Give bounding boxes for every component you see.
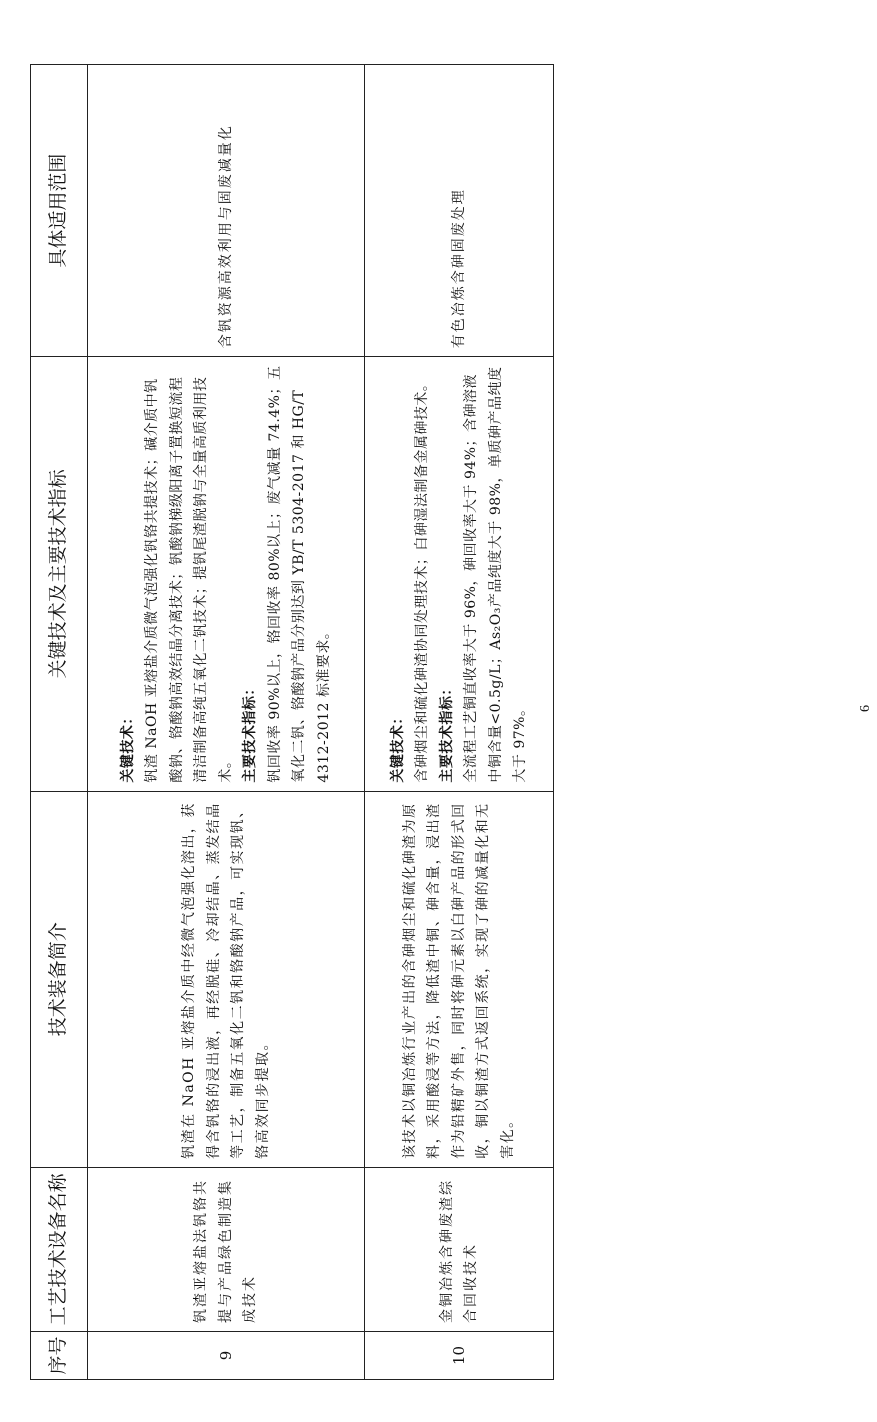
scope: 有色冶炼含砷固废处理	[365, 65, 554, 357]
main-index-label: 主要技术指标：	[242, 681, 259, 783]
header-key: 关键技术及主要技术指标	[31, 357, 88, 791]
main-index-text: 钒回收率 90%以上，铬回收率 80%以上；废气减量 74.4%；五氧化二钒、铬酸钠产品分别达到 YB/T 5304-2017 和 HG/T 4312-2012 标准要求。	[266, 365, 332, 783]
key-tech-label: 关键技术：	[119, 710, 136, 783]
row-number: 10	[365, 1331, 554, 1379]
header-no: 序号	[31, 1331, 88, 1379]
key-tech-label: 关键技术：	[389, 710, 406, 783]
row-number: 9	[88, 1331, 365, 1379]
header-name: 工艺技术设备名称	[31, 1167, 88, 1331]
header-intro: 技术装备简介	[31, 791, 88, 1167]
technology-table	[30, 64, 554, 1380]
main-index-label: 主要技术指标：	[438, 681, 455, 783]
main-index-text: 全流程工艺铜直收率大于 96%，砷回收率大于 94%；含砷溶液中铜含量<0.5g/L；As₂O₃产品纯度大于 98%，单质砷产品纯度大于 97%。	[463, 366, 529, 783]
key-tech-text: 钒渣 NaOH 亚熔盐介质微气泡强化钒铬共提技术；碱介质中钒酸钠、铬酸钠高效结晶分离技术；钒酸钠梯级阳离子置换短流程清洁制备高纯五氧化二钒技术；提钒尾渣脱钠与全量高质利用技术。	[144, 376, 234, 783]
tech-intro: 该技术以铜冶炼行业产出的含砷烟尘和硫化砷渣为原料，采用酸浸等方法，降低渣中铜、砷含量，浸出渣作为铅精矿外售，同时将砷元素以白砷产品的形式回收，铜以铜渣方式返回系统，实现了砷的减量化和无害化。	[365, 791, 554, 1167]
page-number: 6	[858, 705, 873, 712]
tech-intro: 钒渣在 NaOH 亚熔盐介质中经微气泡强化溶出，获得含钒铬的浸出液，再经脱硅、冷却结晶、蒸发结晶等工艺，制备五氧化二钒和铬酸钠产品，可实现钒、铬高效同步提取。	[88, 791, 365, 1167]
table-row	[88, 65, 365, 1380]
key-tech-cell	[88, 357, 365, 791]
rotated-page	[30, 64, 554, 1380]
key-tech-text: 含砷烟尘和硫化砷渣协同处理技术；白砷湿法制备金属砷技术。	[414, 376, 431, 783]
tech-name: 金铜冶炼含砷废渣综合回收技术	[365, 1167, 554, 1331]
table-row	[365, 65, 554, 1380]
key-tech-cell	[365, 357, 554, 791]
header-scope: 具体适用范围	[31, 65, 88, 357]
scope: 含钒资源高效利用与固废减量化	[88, 65, 365, 357]
tech-name: 钒渣亚熔盐法钒铬共提与产品绿色制造集成技术	[88, 1167, 365, 1331]
table-header-row	[31, 65, 88, 1380]
